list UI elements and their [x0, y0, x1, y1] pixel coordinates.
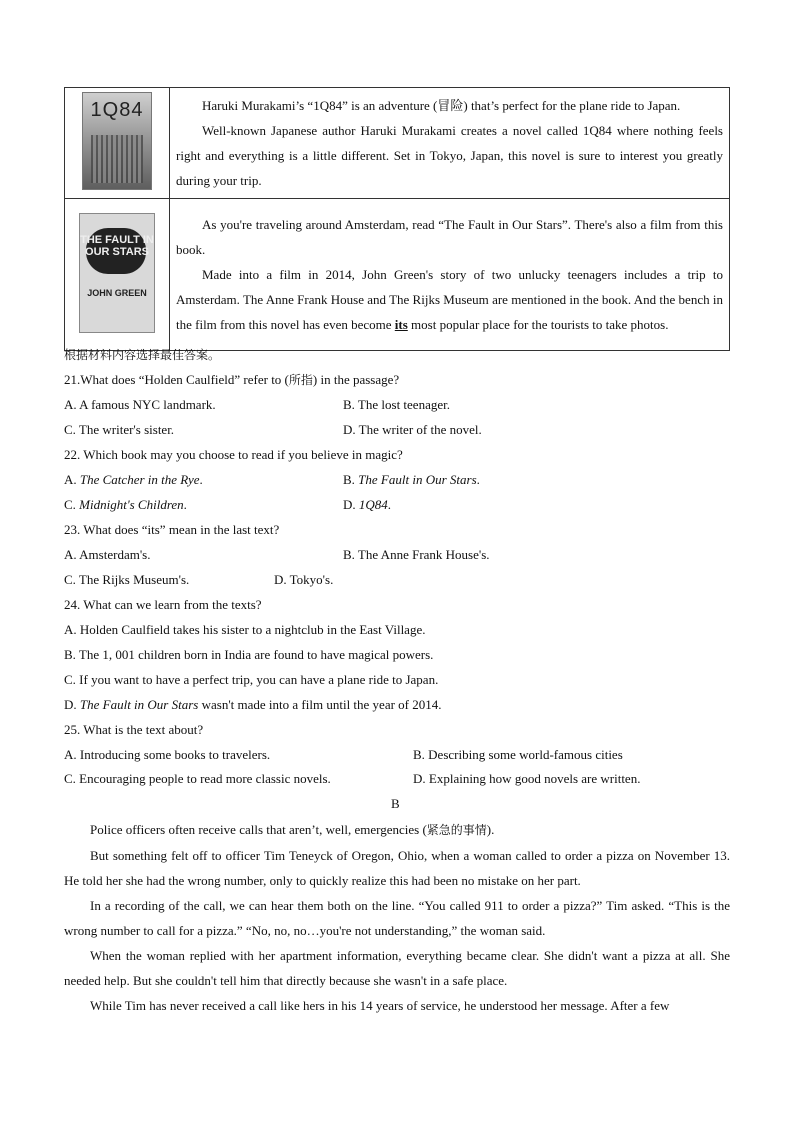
passage-paragraph — [64, 817, 730, 843]
question-21-stem — [64, 371, 399, 389]
book-text-fault — [170, 199, 730, 351]
opt-title: The Fault in Our Stars — [79, 697, 199, 712]
q21-option-a[interactable]: A. A famous NYC landmark. — [64, 397, 216, 412]
opt-title: Midnight's Children — [79, 497, 184, 512]
q22-option-a[interactable] — [64, 471, 203, 489]
q25-option-b[interactable]: B. Describing some world-famous cities — [413, 747, 623, 762]
passage-paragraph: But something felt off to officer Tim Teneyck of Oregon, Ohio, when a woman called to order a pizza on November 13. He told her she had the wrong number, only to quickly realize this had been no mistake on her part. — [64, 848, 730, 888]
q25-option-d[interactable]: D. Explaining how good novels are written. — [413, 771, 641, 786]
q25-option-a[interactable]: A. Introducing some books to travelers. — [64, 747, 271, 762]
opt-prefix: A. — [64, 472, 80, 487]
question-24-stem: 24. What can we learn from the texts? — [64, 597, 262, 612]
q22-option-b[interactable] — [343, 471, 480, 489]
passage-paragraph: When the woman replied with her apartment information, everything became clear. She didn't want a pizza at all. She needed help. But she couldn't tell him that directly because she wasn't in a safe place. — [64, 948, 730, 988]
cover-title-1q84: 1Q84 — [90, 99, 144, 121]
book-table — [64, 87, 730, 351]
question-22-stem: 22. Which book may you choose to read if you believe in magic? — [64, 447, 403, 462]
question-23-stem: 23. What does “its” mean in the last text? — [64, 522, 280, 537]
book-text-1q84 — [170, 88, 730, 199]
opt-prefix: B. — [343, 472, 359, 487]
q24-option-c[interactable]: C. If you want to have a perfect trip, you can have a plane ride to Japan. — [64, 672, 439, 687]
section-b-label: B — [391, 796, 400, 811]
book-paragraph: Haruki Murakami’s “1Q84” is an adventure (冒险) that’s perfect for the plane ride to Japan. — [202, 98, 681, 113]
opt-title: 1Q84 — [358, 497, 388, 512]
1q84-cover-image — [82, 92, 152, 190]
para-text: most popular place for the tourists to take photos. — [407, 317, 669, 332]
book-row-fault — [65, 199, 730, 351]
opt-suffix: . — [476, 472, 480, 487]
stem-text: 21.What does “Holden Caulfield” refer to ( — [64, 372, 289, 387]
passage-paragraph: While Tim has never received a call like hers in his 14 years of service, he understood her message. After a few — [90, 998, 670, 1013]
passage-paragraph: In a recording of the call, we can hear them both on the line. “You called 911 to order a pizza?” Tim asked. “This is the wrong number to call for a pizza.” “No, no, no…you're not understanding,” the woman said. — [64, 898, 730, 938]
para-cn: 紧急的事情 — [426, 823, 487, 837]
opt-title: The Fault in Our Stars — [358, 472, 477, 487]
q21-option-c[interactable]: C. The writer's sister. — [64, 422, 175, 437]
q23-option-b[interactable]: B. The Anne Frank House's. — [343, 547, 490, 562]
opt-prefix: C. — [64, 497, 80, 512]
cover-cell-fault — [65, 199, 170, 351]
opt-suffix: . — [387, 497, 392, 512]
book-paragraph-last — [176, 262, 723, 337]
para-text: Made into a film in 2014, John Green's story of two unlucky teenagers includes a trip to Amsterdam. The Anne Frank House and The Rijks Museum are mentioned in the book. And the bench in the film from this novel has even become — [176, 267, 723, 332]
q24-option-a[interactable]: A. Holden Caulfield takes his sister to a nightclub in the East Village. — [64, 622, 426, 637]
q22-option-c[interactable] — [64, 496, 187, 514]
opt-title: The Catcher in the Rye — [79, 472, 200, 487]
opt-suffix: wasn't made into a film until the year of 2014. — [198, 697, 442, 712]
cover-art — [91, 135, 143, 183]
stem-text: ) in the passage? — [312, 372, 400, 387]
opt-suffix: . — [183, 497, 187, 512]
cover-author: JOHN GREEN — [87, 287, 147, 298]
q23-option-a[interactable]: A. Amsterdam's. — [64, 547, 151, 562]
book-row-1q84 — [65, 88, 730, 199]
para-text: ). — [486, 822, 495, 837]
opt-suffix: . — [199, 472, 203, 487]
stem-cn: 所指 — [288, 373, 313, 387]
q21-option-b[interactable]: B. The lost teenager. — [343, 397, 450, 412]
q23-option-d[interactable]: D. Tokyo's. — [274, 572, 334, 587]
fault-cover-image — [79, 213, 155, 333]
book-paragraph: Well-known Japanese author Haruki Murakami creates a novel called 1Q84 where nothing feels right and everything is a little different. Set in Tokyo, Japan, this novel is sure to interest you greatly during your trip. — [176, 123, 723, 188]
its-underlined: its — [394, 317, 408, 332]
q23-option-c[interactable]: C. The Rijks Museum's. — [64, 572, 190, 587]
cover-cell-1q84 — [65, 88, 170, 199]
opt-prefix: D. — [64, 697, 80, 712]
opt-prefix: D. — [343, 497, 359, 512]
cover-title-fault: THE FAULT IN OUR STARS — [80, 233, 154, 258]
q22-option-d[interactable] — [343, 496, 391, 514]
para-text: Police officers often receive calls that aren’t, well, emergencies ( — [90, 822, 427, 837]
book-paragraph: As you're traveling around Amsterdam, read “The Fault in Our Stars”. There's also a film from this book. — [176, 217, 723, 257]
passage-b — [64, 817, 730, 1018]
q25-option-c[interactable]: C. Encouraging people to read more classic novels. — [64, 771, 331, 786]
q24-option-d[interactable] — [64, 696, 442, 714]
question-25-stem: 25. What is the text about? — [64, 722, 204, 737]
instruction: 根据材料内容选择最佳答案。 — [64, 348, 221, 362]
q24-option-b[interactable]: B. The 1, 001 children born in India are found to have magical powers. — [64, 647, 434, 662]
q21-option-d[interactable]: D. The writer of the novel. — [343, 422, 482, 437]
